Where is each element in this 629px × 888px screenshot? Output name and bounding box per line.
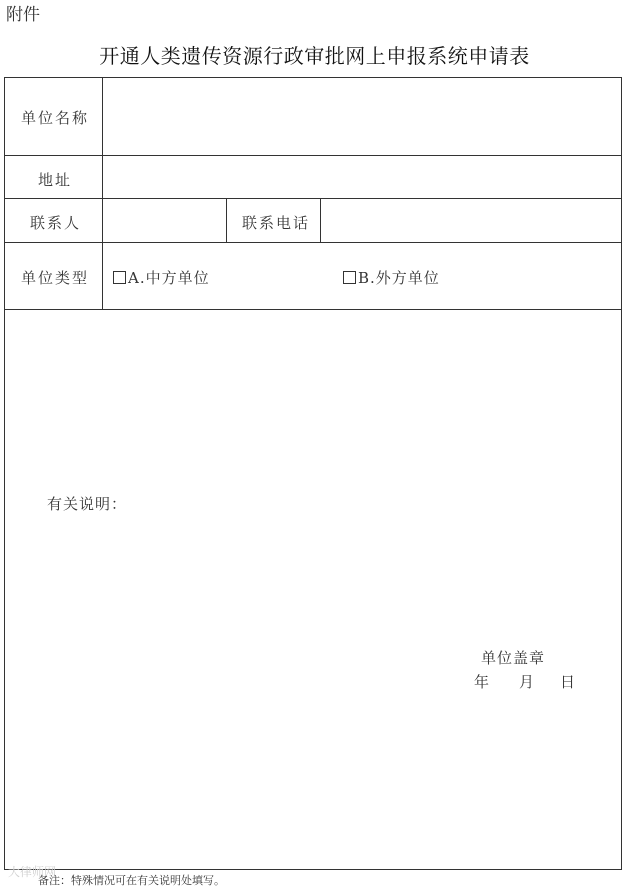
contact-person-label: 联系人 <box>30 214 82 232</box>
option-chinese-unit[interactable] <box>113 267 210 288</box>
address-label: 地址 <box>38 171 73 189</box>
unit-type-label: 单位类型 <box>21 269 90 287</box>
option-foreign-unit-label: B.外方单位 <box>358 269 440 287</box>
watermark: 大律师网 <box>8 865 57 879</box>
checkbox-icon[interactable] <box>343 271 356 284</box>
option-chinese-unit-label: A.中方单位 <box>128 269 210 287</box>
application-form <box>4 77 622 870</box>
contact-person-field[interactable] <box>103 199 226 242</box>
contact-phone-field[interactable] <box>321 199 621 242</box>
contact-phone-label: 联系电话 <box>242 214 311 232</box>
description-area[interactable] <box>5 310 621 869</box>
unit-name-field[interactable] <box>103 78 621 155</box>
date-year-label: 年 <box>474 673 492 691</box>
footnote: 备注：特殊情况可在有关说明处填写。 <box>38 874 225 887</box>
page-title: 开通人类遗传资源行政审批网上申报系统申请表 <box>99 44 530 68</box>
column-divider <box>226 198 227 242</box>
description-label: 有关说明： <box>47 495 128 513</box>
checkbox-icon[interactable] <box>113 271 126 284</box>
date-day-label: 日 <box>560 673 578 691</box>
attachment-label: 附件 <box>6 5 40 25</box>
date-month-label: 月 <box>519 673 537 691</box>
address-field[interactable] <box>103 156 621 198</box>
row-divider <box>5 242 621 243</box>
unit-name-label: 单位名称 <box>21 109 90 127</box>
option-foreign-unit[interactable] <box>343 267 440 288</box>
seal-label: 单位盖章 <box>481 649 546 667</box>
